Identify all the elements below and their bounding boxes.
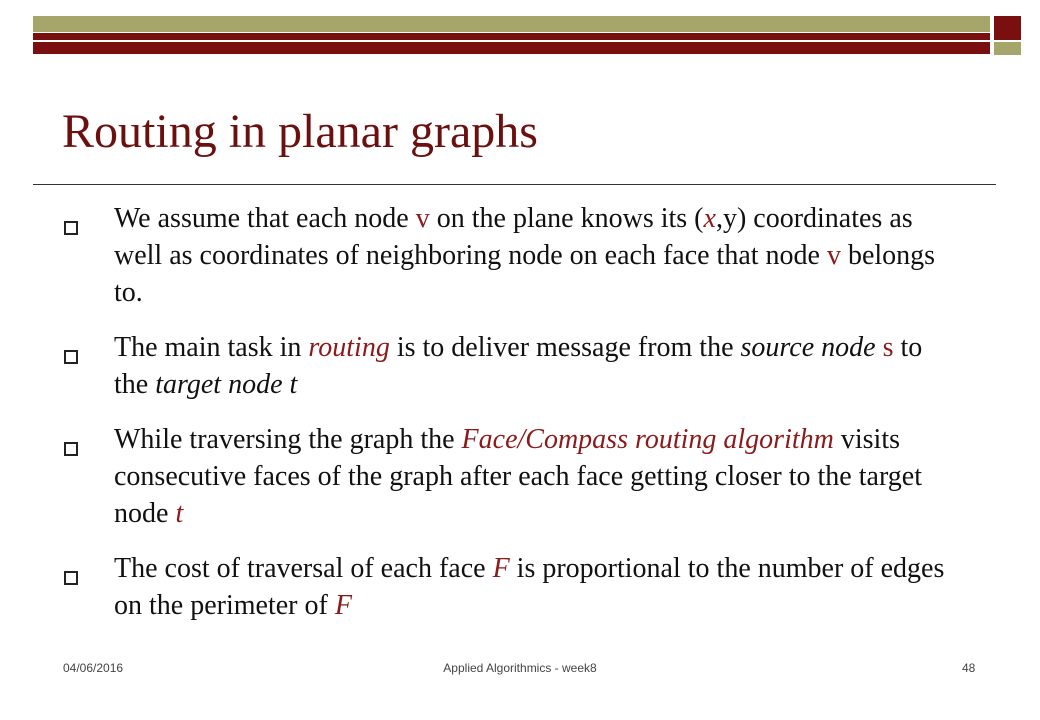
footer-title: Applied Algorithmics - week8: [443, 661, 597, 675]
text-run: is proportional to the number of edges on the perimeter of: [114, 553, 945, 621]
bullet-text: [114, 421, 960, 532]
bullet-item: [60, 200, 960, 311]
text-run: Face/Compass routing algorithm: [461, 424, 834, 455]
text-run: belongs to.: [114, 240, 936, 308]
text-run: We assume that each node: [114, 203, 416, 234]
text-run: F: [492, 553, 510, 584]
text-run: v: [415, 203, 430, 234]
text-run: v: [826, 240, 841, 271]
corner-square-red: [994, 16, 1021, 40]
header-decoration: [0, 0, 1040, 60]
olive-bar: [33, 16, 990, 32]
bullet-item: [60, 550, 960, 624]
bullet-item: [60, 329, 960, 403]
bullet-text: [114, 329, 960, 403]
hollow-square-icon: [64, 350, 78, 364]
text-run: on the plane knows its (: [429, 203, 704, 234]
hollow-square-icon: [64, 442, 78, 456]
bullet-list: [60, 200, 960, 642]
text-run: While traversing the graph the: [114, 424, 462, 455]
bullet-text: [114, 550, 960, 624]
slide-title: Routing in planar graphs: [62, 105, 538, 158]
text-run: The cost of traversal of each face: [114, 553, 493, 584]
text-run: routing: [308, 332, 390, 363]
red-bar-bottom: [33, 42, 990, 54]
page-number: 48: [962, 661, 976, 675]
text-run: visits consecutive faces of the graph after each face getting closer to the target node: [114, 424, 922, 529]
text-run: F: [334, 590, 352, 621]
text-run: s: [882, 332, 894, 363]
footer-date: 04/06/2016: [63, 661, 124, 675]
title-divider: [33, 184, 996, 185]
text-run: x: [703, 203, 716, 234]
hollow-square-icon: [64, 571, 78, 585]
text-run: to the: [114, 332, 923, 400]
text-run: t: [175, 498, 184, 529]
text-run: target node t: [155, 369, 298, 400]
bullet-item: [60, 421, 960, 532]
corner-square-olive: [994, 42, 1021, 55]
text-run: ,y) coordinates as well as coordinates of neighboring node on each face that node: [114, 203, 913, 271]
text-run: is to deliver message from the: [389, 332, 741, 363]
red-bar-top: [33, 33, 990, 40]
bullet-text: [114, 200, 960, 311]
hollow-square-icon: [64, 221, 78, 235]
text-run: The main task in: [114, 332, 309, 363]
text-run: source node: [740, 332, 883, 363]
